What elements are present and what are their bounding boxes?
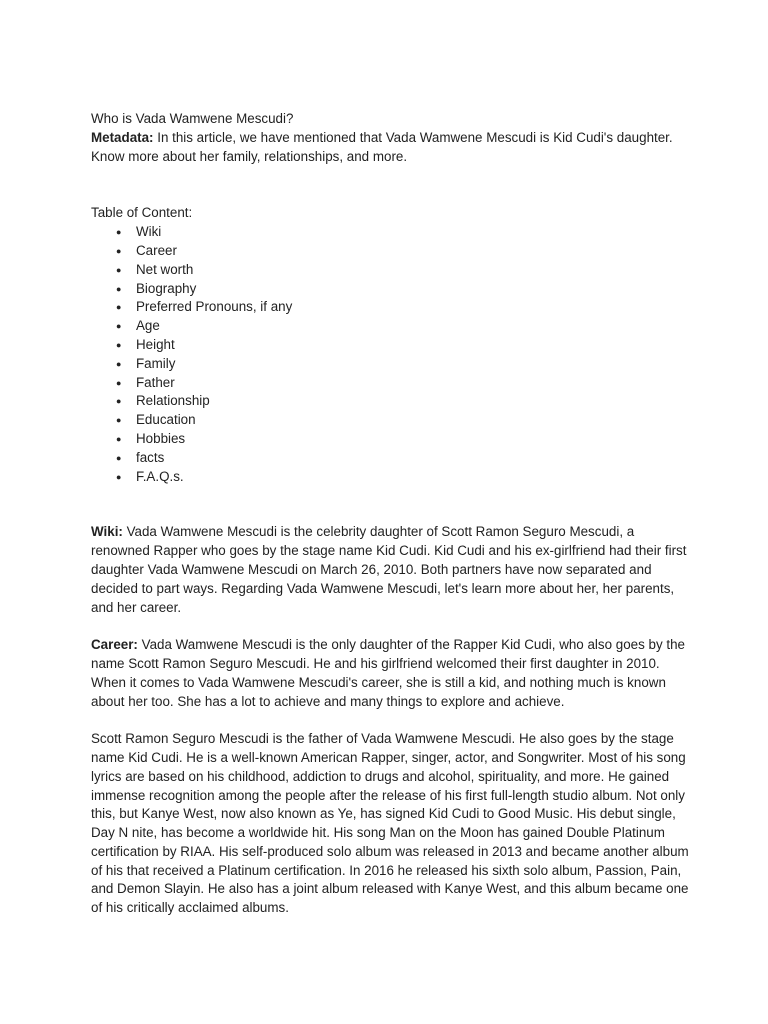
career-text: Vada Wamwene Mescudi is the only daughter of the Rapper Kid Cudi, who also goes by the name Scott Ramon Seguro Mescudi. He and his girlfriend welcomed their first daughter in 2010. When it comes to Vada Wamwene Mescudi's career, she is still a kid, and nothing much is known about her too. She has a lot to achieve and many things to explore and achieve. <box>91 637 685 709</box>
bullet-icon: ● <box>116 358 122 369</box>
bullet-icon: ● <box>116 264 122 275</box>
toc-list <box>91 223 691 486</box>
bullet-icon: ● <box>116 227 122 238</box>
toc-item <box>91 411 691 430</box>
toc-item <box>91 374 691 393</box>
bullet-icon: ● <box>116 471 122 482</box>
spacer <box>91 166 691 204</box>
toc-item <box>91 449 691 468</box>
wiki-label: Wiki: <box>91 524 123 540</box>
bullet-icon: ● <box>116 321 122 332</box>
spacer <box>91 486 691 523</box>
toc-heading: Table of Content: <box>91 205 193 221</box>
document-page <box>91 110 691 918</box>
career-paragraph <box>91 636 691 711</box>
toc-item-label: F.A.Q.s. <box>136 468 184 484</box>
bullet-icon: ● <box>116 396 122 407</box>
bullet-icon: ● <box>116 433 122 444</box>
toc-item-label: Relationship <box>136 393 210 409</box>
bullet-icon: ● <box>116 377 122 388</box>
career-label: Career: <box>91 637 138 653</box>
toc-item-label: Career <box>136 242 177 258</box>
spacer <box>91 617 691 636</box>
toc-item-label: Net worth <box>136 261 194 277</box>
toc-item <box>91 261 691 280</box>
toc-item-label: Biography <box>136 280 197 296</box>
bullet-icon: ● <box>116 302 122 313</box>
toc-item-label: Family <box>136 355 176 371</box>
toc-item <box>91 280 691 299</box>
toc-item <box>91 317 691 336</box>
toc-item <box>91 242 691 261</box>
metadata-label: Metadata: <box>91 129 154 145</box>
metadata-paragraph <box>91 129 691 167</box>
bullet-icon: ● <box>116 283 122 294</box>
toc-item-label: Age <box>136 318 160 334</box>
document-title: Who is Vada Wamwene Mescudi? <box>91 111 294 126</box>
bullet-icon: ● <box>116 245 122 256</box>
father-paragraph: Scott Ramon Seguro Mescudi is the father of Vada Wamwene Mescudi. He also goes by the stage name Kid Cudi. He is a well-known American Rapper, singer, actor, and Songwriter. Most of his song lyrics are based on his childhood, addiction to drugs and alcohol, spirituality, and more. He gained immense recognition among the people after the release of his first full-length studio album. Not only this, but Kanye West, now also known as Ye, has signed Kid Cudi to Good Music. His debut single, Day N nite, has become a worldwide hit. His song Man on the Moon has gained Double Platinum certification by RIAA. His self-produced solo album was released in 2013 and became another album of his that received a Platinum certification. In 2016 he released his sixth solo album, Passion, Pain, and Demon Slayin. He also has a joint album released with Kanye West, and this album became one of his critically acclaimed albums. <box>91 731 689 916</box>
toc-item <box>91 430 691 449</box>
bullet-icon: ● <box>116 415 122 426</box>
toc-item-label: Wiki <box>136 224 162 240</box>
spacer <box>91 711 691 730</box>
bullet-icon: ● <box>116 339 122 350</box>
toc-item-label: Father <box>136 374 175 390</box>
metadata-text: In this article, we have mentioned that Vada Wamwene Mescudi is Kid Cudi's daughter. Know more about her family, relationships, and more. <box>91 129 673 164</box>
toc-item-label: Hobbies <box>136 430 186 446</box>
toc-item-label: facts <box>136 449 165 465</box>
toc-item-label: Height <box>136 336 175 352</box>
toc-item-label: Education <box>136 412 196 428</box>
toc-item <box>91 223 691 242</box>
toc-item <box>91 355 691 374</box>
toc-item <box>91 298 691 317</box>
wiki-paragraph <box>91 523 691 617</box>
bullet-icon: ● <box>116 452 122 463</box>
wiki-text: Vada Wamwene Mescudi is the celebrity daughter of Scott Ramon Seguro Mescudi, a renowned Rapper who goes by the stage name Kid Cudi. Kid Cudi and his ex-girlfriend had their first daughter Vada Wamwene Mescudi on March 26, 2010. Both partners have now separated and decided to part ways. Regarding Vada Wamwene Mescudi, let's learn more about her, her parents, and her career. <box>91 524 687 615</box>
toc-item <box>91 336 691 355</box>
toc-item-label: Preferred Pronouns, if any <box>136 299 293 315</box>
toc-item <box>91 468 691 487</box>
toc-item <box>91 392 691 411</box>
